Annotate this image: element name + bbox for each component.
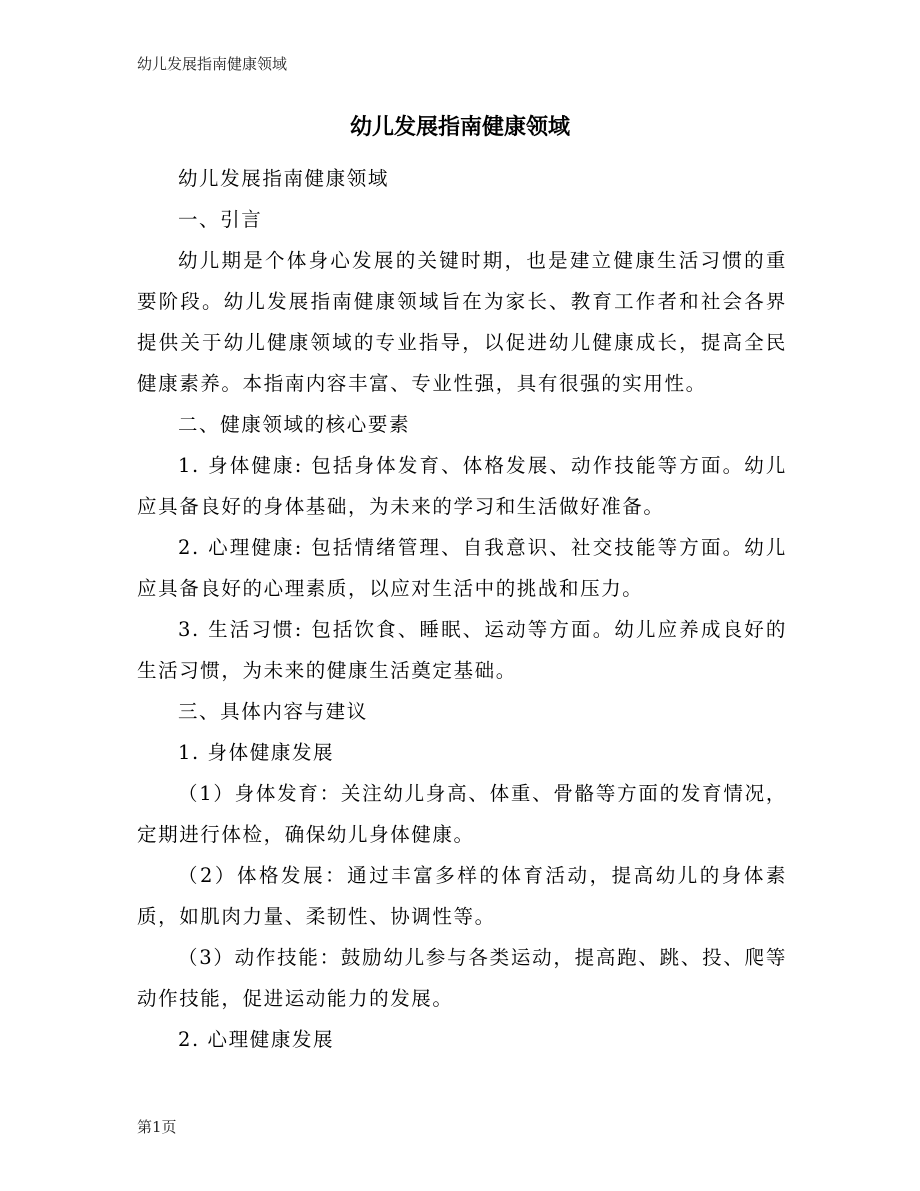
subheading-mental-development: 2. 心理健康发展 [177, 1028, 335, 1051]
section-heading-content-suggestions: 三、具体内容与建议 [177, 700, 368, 723]
page-number: 第1页 [137, 1118, 177, 1136]
subheading-physical-development: 1. 身体健康发展 [177, 741, 335, 764]
paragraph-physical-health: 1. 身体健康: 包括身体发育、体格发展、动作技能等方面。幼儿应具备良好的身体基础，为未来的学习和生活做好准备。 [137, 454, 787, 518]
section-heading-introduction: 一、引言 [177, 208, 263, 231]
paragraph-subtitle: 幼儿发展指南健康领域 [177, 167, 389, 190]
paragraph-body-growth: （1）身体发育：关注幼儿身高、体重、骨骼等方面的发育情况，定期进行体检，确保幼儿身体健康。 [137, 782, 787, 846]
document-body [137, 158, 787, 1060]
section-heading-core-elements: 二、健康领域的核心要素 [177, 413, 411, 436]
paragraph-living-habits: 3. 生活习惯: 包括饮食、睡眠、运动等方面。幼儿应养成良好的生活习惯，为未来的健康生活奠定基础。 [137, 618, 787, 682]
paragraph-introduction: 幼儿期是个体身心发展的关键时期，也是建立健康生活习惯的重要阶段。幼儿发展指南健康领域旨在为家长、教育工作者和社会各界提供关于幼儿健康领域的专业指导，以促进幼儿健康成长，提高全民健康素养。本指南内容丰富、专业性强，具有很强的实用性。 [137, 249, 787, 395]
document-title: 幼儿发展指南健康领域 [349, 115, 570, 140]
running-header: 幼儿发展指南健康领域 [137, 55, 288, 73]
paragraph-mental-health: 2. 心理健康: 包括情绪管理、自我意识、社交技能等方面。幼儿应具备良好的心理素质，以应对生活中的挑战和压力。 [137, 536, 787, 600]
paragraph-physique-development: （2）体格发展：通过丰富多样的体育活动，提高幼儿的身体素质，如肌肉力量、柔韧性、协调性等。 [137, 864, 787, 928]
paragraph-motor-skills: （3）动作技能：鼓励幼儿参与各类运动，提高跑、跳、投、爬等动作技能，促进运动能力的发展。 [137, 946, 787, 1010]
